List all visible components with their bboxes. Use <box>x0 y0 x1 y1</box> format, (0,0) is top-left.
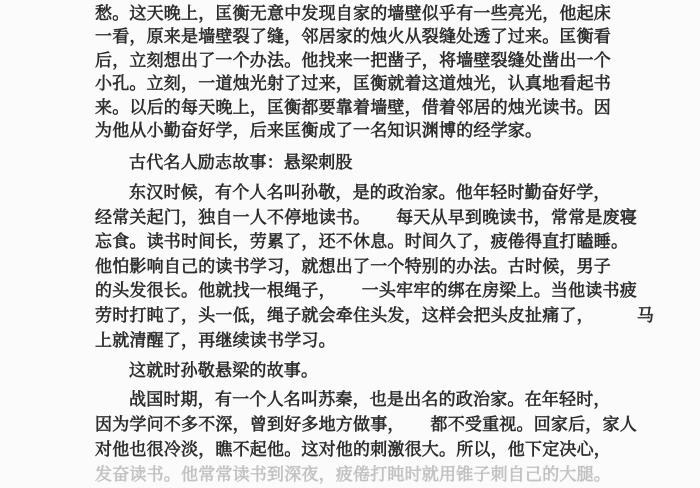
text-line: 因为学问不多不深，曾到好多地方做事， 都不受重视。回家后，家人 <box>95 415 637 435</box>
text-line: 愁。这天晚上，匡衡无意中发现自家的墙壁似乎有一些亮光，他起床 <box>95 4 611 24</box>
section-heading <box>95 151 649 175</box>
text-line: 小孔。立刻，一道烛光射了过来，匡衡就着这道烛光，认真地看起书 <box>95 74 611 95</box>
text-line-clipped: 发奋读书。他常常读书到深夜，疲倦打盹时就用锥子刺自己的大腿。 <box>95 465 611 485</box>
paragraph-sunjing <box>95 181 655 353</box>
text-line: 来。以后的每天晚上，匡衡都要靠着墙壁，借着邻居的烛光读书。因 <box>95 97 611 118</box>
text-line: 忘食。读书时间长，劳累了，还不休息。时间久了，疲倦得直打瞌睡。 <box>95 232 629 253</box>
heading-text: 古代名人励志故事：悬梁刺股 <box>129 153 353 173</box>
text-line: 后，立刻想出了一个办法。他找来一把凿子，将墙壁裂缝处凿出一个 <box>95 50 611 71</box>
text-line: 上就清醒了，再继续读书学习。 <box>95 330 336 351</box>
text-line: 一看，原来是墙壁裂了缝，邻居家的烛火从裂缝处透了过来。匡衡看 <box>95 27 611 48</box>
text-line: 东汉时候，有个人名叫孙敬，是的政治家。他年轻时勤奋好学， <box>129 183 611 203</box>
text-line: 这就时孙敬悬梁的故事。 <box>129 361 319 381</box>
text-line: 劳时打盹了，头一低，绳子就会牵住头发，这样会把头皮扯痛了， 马 <box>95 305 655 326</box>
text-line: 对他也很冷淡，瞧不起他。这对他的刺激很大。所以，他下定决心， <box>95 440 611 460</box>
paragraph-kuangheng <box>95 3 615 143</box>
text-line: 的头发很长。他就找一根绳子， 一头牢牢的绑在房梁上。当他读书疲 <box>95 281 637 302</box>
paragraph-suqin <box>95 388 637 488</box>
text-line: 经常关起门，独自一人不停地读书。 每天从早到晚读书，常常是废寝 <box>95 207 637 228</box>
text-line: 为他从小勤奋好学，后来匡衡成了一名知识渊博的经学家。 <box>95 121 543 142</box>
text-line: 他怕影响自己的读书学习，就想出了一个特别的办法。古时候，男子 <box>95 256 611 277</box>
text-line: 战国时期，有一个人名叫苏秦，也是出名的政治家。在年轻时， <box>129 390 611 410</box>
paragraph-transition <box>95 359 615 383</box>
